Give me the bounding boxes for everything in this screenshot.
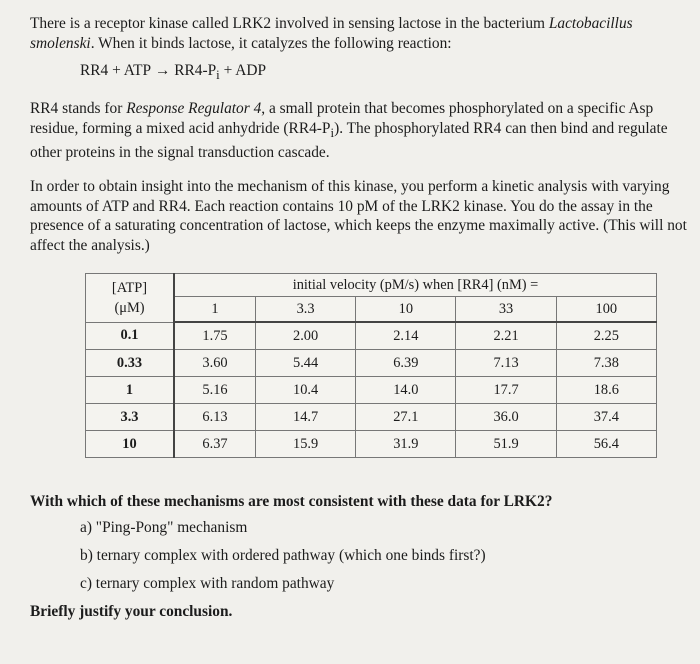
rr4-sub: i (330, 125, 335, 140)
velocity-cell: 17.7 (456, 377, 556, 404)
velocity-cell: 18.6 (556, 377, 656, 404)
rr4-paragraph (30, 99, 690, 163)
reaction-byproduct: + ADP (219, 62, 267, 79)
intro-text-start: There is a receptor kinase called LRK2 involved in sensing lactose in the bacterium (30, 15, 549, 32)
intro-paragraph (30, 14, 690, 53)
table-row (86, 404, 657, 431)
rr4-header-cell: 33 (456, 297, 556, 323)
rr4-header-cell: 3.3 (256, 297, 356, 323)
velocity-cell: 56.4 (556, 431, 656, 458)
atp-column-header (86, 274, 175, 323)
reaction-arrow: → (154, 62, 171, 79)
rr4-text-b: , a small protein that becomes phosphorylated on a specific Asp residue, forming a mixed acid anhydride (RR4-P (30, 100, 654, 137)
rr4-header-cell: 10 (356, 297, 456, 323)
velocity-cell: 5.44 (256, 350, 356, 377)
atp-unit: (μM) (114, 299, 145, 316)
velocity-cell: 6.37 (174, 431, 256, 458)
table-row (86, 377, 657, 404)
atp-label: [ATP] (111, 279, 148, 296)
velocity-cell: 2.14 (356, 322, 456, 350)
rr4-header-cell: 100 (556, 297, 656, 323)
atp-value-cell: 10 (86, 431, 175, 458)
reaction-product: RR4-P (174, 62, 217, 79)
atp-value-cell: 3.3 (86, 404, 175, 431)
velocity-cell: 27.1 (356, 404, 456, 431)
velocity-cell: 37.4 (556, 404, 656, 431)
velocity-cell: 1.75 (174, 322, 256, 350)
method-paragraph: In order to obtain insight into the mechanism of this kinase, you perform a kinetic analysis with varying amounts of ATP and RR4. Each reaction contains 10 pM of the LRK2 kinase. You do the assay in the presence of a saturating concentration of lactose, which keeps the enzyme maximally active. (This will not affect the analysis.) (30, 178, 687, 254)
kinetics-table (85, 273, 657, 458)
option-random: c) ternary complex with random pathway (80, 575, 335, 592)
velocity-cell: 6.39 (356, 350, 456, 377)
velocity-cell: 10.4 (256, 377, 356, 404)
reaction-reactants: RR4 + ATP (80, 62, 152, 79)
velocity-cell: 14.7 (256, 404, 356, 431)
velocity-cell: 5.16 (174, 377, 256, 404)
reaction-product-sub: i (216, 68, 220, 83)
velocity-group-caption: initial velocity (pM/s) when [RR4] (nM) = (174, 274, 657, 297)
justify-instruction: Briefly justify your conclusion. (30, 603, 233, 620)
atp-value-cell: 0.1 (86, 322, 175, 350)
atp-value-cell: 1 (86, 377, 175, 404)
rr4-text-c: ). The phosphorylated RR4 can then bind and regulate other proteins in the signal transduction cascade. (30, 119, 668, 162)
velocity-cell: 14.0 (356, 377, 456, 404)
table-row (86, 322, 657, 350)
atp-value-cell: 0.33 (86, 350, 175, 377)
organism-name: Lactobacillus smolenski (30, 15, 633, 52)
velocity-cell: 2.00 (256, 322, 356, 350)
velocity-cell: 2.21 (456, 322, 556, 350)
table-row (86, 350, 657, 377)
reaction-equation (80, 62, 266, 83)
velocity-cell: 51.9 (456, 431, 556, 458)
rr4-header-cell: 1 (174, 297, 256, 323)
option-ordered: b) ternary complex with ordered pathway (which one binds first?) (80, 547, 486, 564)
intro-text-end: . When it binds lactose, it catalyzes the following reaction: (90, 34, 452, 52)
question-text: With which of these mechanisms are most consistent with these data for LRK2? (30, 493, 553, 510)
velocity-cell: 15.9 (256, 431, 356, 458)
option-ping-pong: a) "Ping-Pong" mechanism (80, 519, 248, 536)
velocity-cell: 7.13 (456, 350, 556, 377)
table-row (86, 431, 657, 458)
velocity-cell: 6.13 (174, 404, 256, 431)
rr4-italic-name: Response Regulator 4 (126, 100, 262, 117)
velocity-cell: 31.9 (356, 431, 456, 458)
velocity-cell: 2.25 (556, 322, 656, 350)
velocity-cell: 7.38 (556, 350, 656, 377)
rr4-text-a: RR4 stands for (30, 100, 127, 117)
velocity-cell: 3.60 (174, 350, 256, 377)
velocity-cell: 36.0 (456, 404, 556, 431)
